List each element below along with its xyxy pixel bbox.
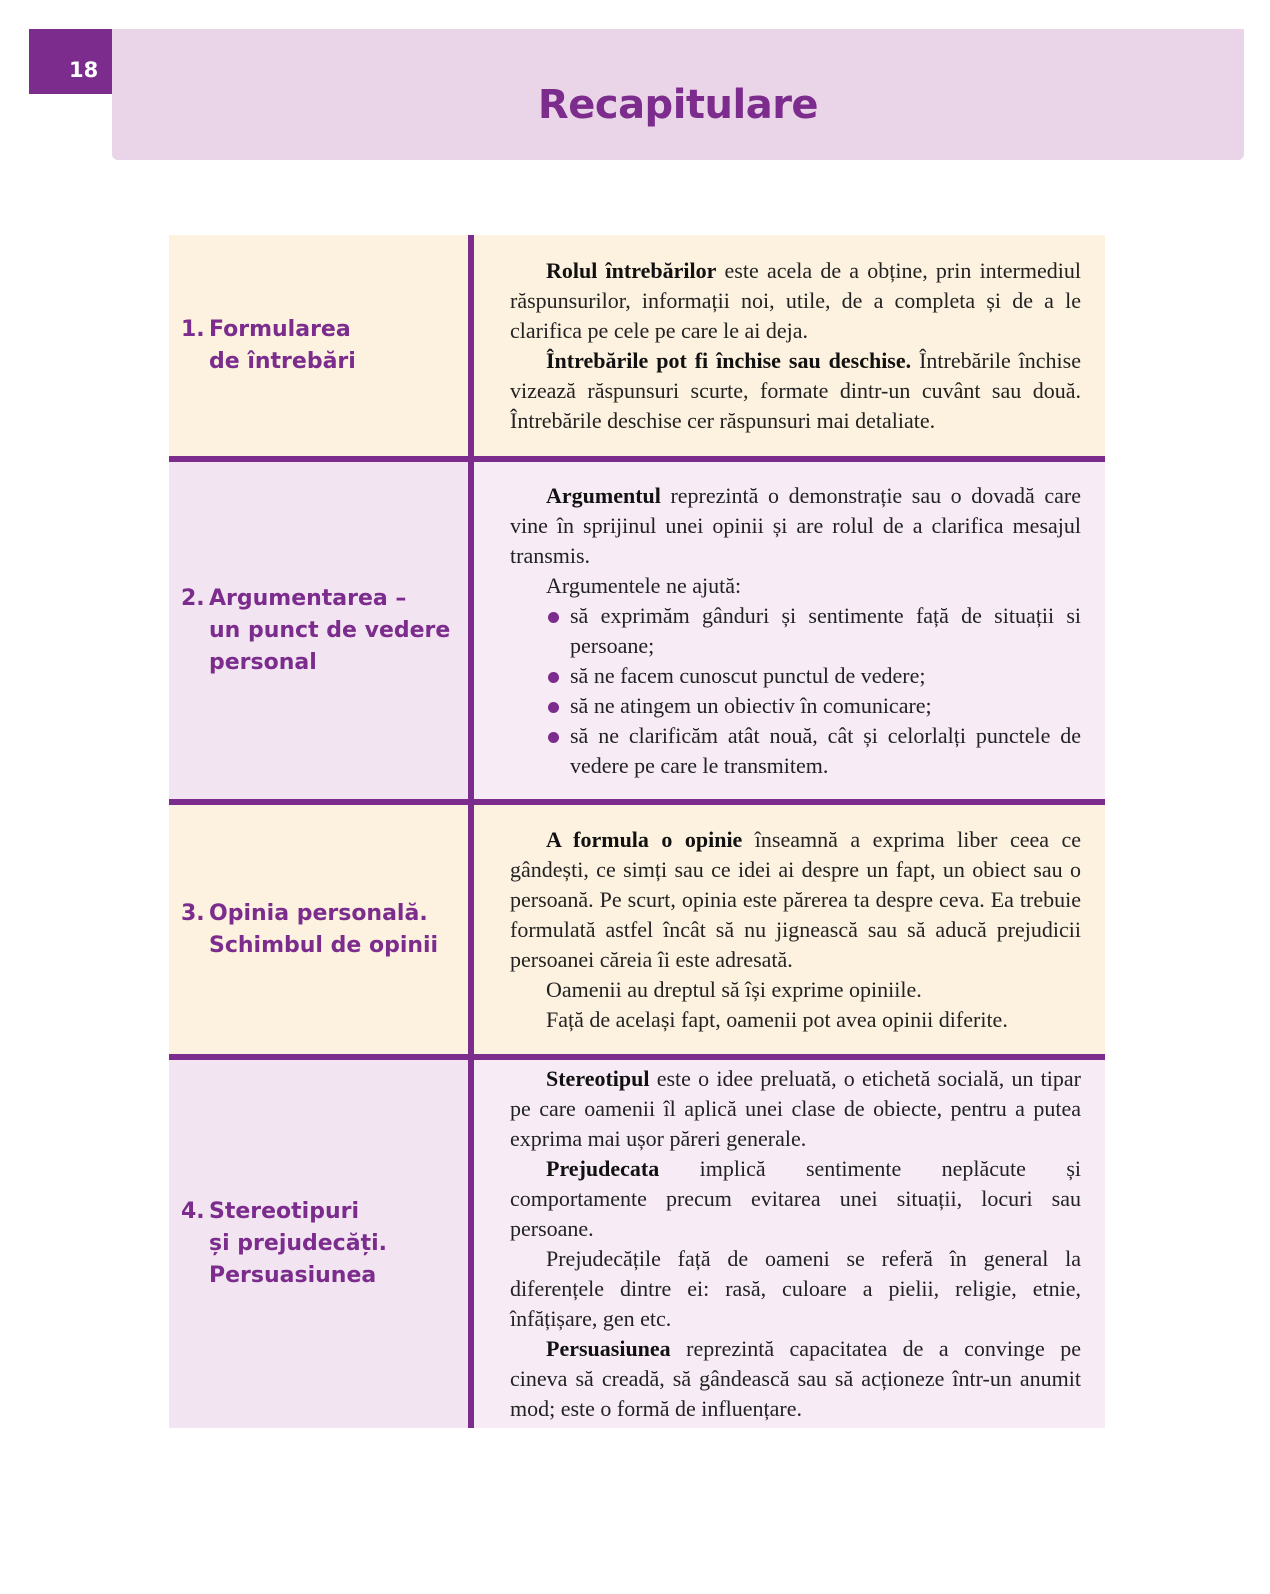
topic-line: Opinia personală. bbox=[209, 900, 428, 926]
topic-line: Persuasiunea bbox=[209, 1263, 377, 1288]
paragraph bbox=[510, 1154, 1081, 1244]
page-number-badge: 18 bbox=[29, 29, 112, 94]
key-term: Întrebările pot fi închise sau deschise. bbox=[546, 347, 912, 373]
key-term: Argumentul bbox=[546, 482, 661, 508]
topic-cell bbox=[169, 805, 474, 1054]
key-term: Stereotipul bbox=[546, 1066, 650, 1091]
topic-line: și prejudecăți. bbox=[209, 1231, 387, 1256]
paragraph bbox=[510, 1334, 1081, 1424]
paragraph bbox=[510, 346, 1081, 436]
content-cell bbox=[474, 805, 1105, 1054]
paragraph: Argumentele ne ajută: bbox=[546, 572, 742, 598]
summary-table bbox=[169, 235, 1105, 1428]
topic-heading bbox=[181, 898, 438, 962]
topic-number: 1. bbox=[181, 316, 205, 342]
paragraph-text: este o idee preluată, o etichetă socială, un tipar pe care oamenii îl aplică unei clase de obiecte, pentru a putea exprima mai ușor păreri generale. bbox=[510, 1066, 1081, 1151]
paragraph-text: este acela de a obține, prin intermediul răspunsurilor, informații noi, utile, de a completa și de a le clarifica pe cele pe care le ai deja. bbox=[510, 257, 1081, 343]
topic-cell bbox=[169, 235, 474, 456]
paragraph-text: înseamnă a exprima liber ceea ce gândești, ce simți sau ce idei ai despre un fapt, un obiect sau o persoană. Pe scurt, opinia este părerea ta despre ceva. Ea trebuie formulată astfel încât să nu jignească sau să aducă prejudicii persoanei căreia îi este adresată. bbox=[510, 826, 1081, 972]
paragraph: Oamenii au dreptul să își exprime opiniile. bbox=[546, 976, 922, 1002]
topic-cell bbox=[169, 1060, 474, 1428]
topic-heading bbox=[181, 1196, 387, 1292]
paragraph-text: implică sentimente neplăcute și comportamente precum evitarea unei situații, locuri sau persoane. bbox=[510, 1156, 1081, 1241]
topic-line: Schimbul de opinii bbox=[209, 932, 439, 958]
list-item: să ne atingem un obiectiv în comunicare; bbox=[546, 691, 1081, 721]
topic-heading bbox=[181, 583, 450, 679]
header-band bbox=[112, 29, 1244, 160]
content-cell bbox=[474, 235, 1105, 456]
page-title: Recapitulare bbox=[537, 82, 819, 128]
content-cell bbox=[474, 462, 1105, 799]
topic-line: Argumentarea – bbox=[209, 585, 407, 611]
paragraph-text: reprezintă capacitatea de a convinge pe cineva să creadă, să gândească sau să acționeze într-un anumit mod; este o formă de influențare. bbox=[510, 1336, 1081, 1421]
topic-number: 4. bbox=[181, 1199, 205, 1224]
list-item: să ne clarificăm atât nouă, cât și celorlalți punctele de vedere pe care le transmitem. bbox=[546, 721, 1081, 781]
summary-row-questions bbox=[169, 235, 1105, 456]
topic-line: Formularea bbox=[209, 316, 351, 342]
list-item: să ne facem cunoscut punctul de vedere; bbox=[546, 661, 1081, 691]
bullet-list bbox=[510, 601, 1081, 781]
paragraph: Față de același fapt, oamenii pot avea opinii diferite. bbox=[546, 1006, 1008, 1032]
paragraph-text: Întrebările închise vizează răspunsuri scurte, formate dintr-un cuvânt sau două. Întrebările deschise cer răspunsuri mai detaliate. bbox=[510, 347, 1081, 433]
paragraph: Prejudecățile față de oameni se referă în general la diferențele dintre ei: rasă, culoare a pielii, religie, etnie, înfățișare, gen etc. bbox=[510, 1246, 1081, 1331]
summary-row-argumentation bbox=[169, 456, 1105, 799]
topic-line: de întrebări bbox=[209, 348, 356, 374]
paragraph bbox=[510, 481, 1081, 571]
key-term: A formula o opinie bbox=[546, 826, 743, 852]
topic-line: personal bbox=[209, 649, 317, 675]
topic-heading bbox=[181, 314, 356, 378]
paragraph bbox=[510, 825, 1081, 975]
content-cell bbox=[474, 1060, 1105, 1428]
summary-row-stereotypes bbox=[169, 1054, 1105, 1428]
topic-line: Stereotipuri bbox=[209, 1199, 360, 1224]
paragraph bbox=[510, 1064, 1081, 1154]
paragraph bbox=[510, 256, 1081, 346]
key-term: Rolul întrebărilor bbox=[546, 257, 717, 283]
topic-number: 2. bbox=[181, 585, 205, 611]
summary-row-opinion bbox=[169, 799, 1105, 1054]
topic-number: 3. bbox=[181, 900, 205, 926]
list-item: să exprimăm gânduri și sentimente față de situații si persoane; bbox=[546, 601, 1081, 661]
key-term: Persuasiunea bbox=[546, 1336, 671, 1361]
paragraph-text: reprezintă o demonstrație sau o dovadă care vine în sprijinul unei opinii și are rolul de a clarifica mesajul transmis. bbox=[510, 482, 1081, 568]
topic-line: un punct de vedere bbox=[209, 617, 451, 643]
key-term: Prejudecata bbox=[546, 1156, 660, 1181]
topic-cell bbox=[169, 462, 474, 799]
